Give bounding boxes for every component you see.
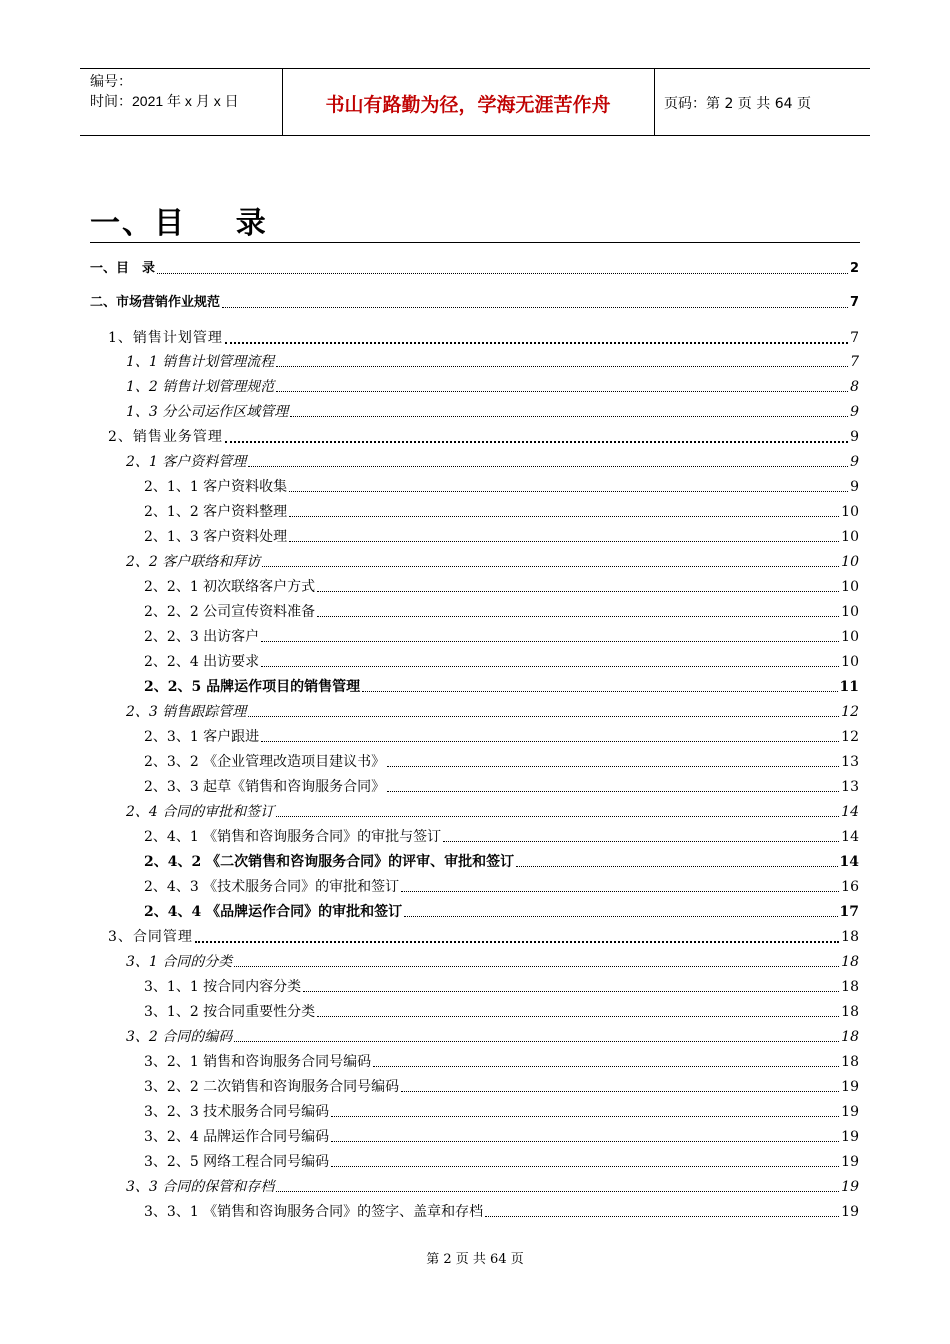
toc-leader-dots xyxy=(289,515,839,517)
toc-leader-dots xyxy=(331,1165,839,1167)
toc-entry-label: 3、3、1 《销售和咨询服务合同》的签字、盖章和存档 xyxy=(144,1204,484,1220)
toc-entry-label: 3、2、3 技术服务合同号编码 xyxy=(144,1104,330,1120)
toc-entry-label: 3、1、2 按合同重要性分类 xyxy=(144,1004,316,1020)
toc-leader-dots xyxy=(225,440,848,443)
toc-leader-dots xyxy=(290,415,848,417)
toc-entry-page: 19 xyxy=(841,1154,859,1170)
toc-entry[interactable] xyxy=(126,951,859,971)
toc-entry-label: 2、3、3 起草《销售和咨询服务合同》 xyxy=(144,779,386,795)
toc-entry-label: 1、1 销售计划管理流程 xyxy=(126,354,275,370)
toc-entry-label: 3、3 合同的保管和存档 xyxy=(126,1179,275,1195)
toc-leader-dots xyxy=(303,990,839,992)
toc-leader-dots xyxy=(261,665,839,667)
toc-entry-label: 2、4、4 《品牌运作合同》的审批和签订 xyxy=(144,904,403,920)
toc-leader-dots xyxy=(262,565,839,567)
toc-entry-label: 2、4、1 《销售和咨询服务合同》的审批与签订 xyxy=(144,829,442,845)
toc-entry[interactable] xyxy=(144,901,859,921)
toc-entry[interactable] xyxy=(144,526,859,546)
toc-leader-dots xyxy=(387,765,839,767)
toc-entry-page: 18 xyxy=(841,1054,859,1070)
toc-leader-dots xyxy=(401,890,839,892)
toc-entry-label: 3、1、1 按合同内容分类 xyxy=(144,979,302,995)
toc-entry[interactable] xyxy=(126,1176,859,1196)
toc-entry[interactable] xyxy=(126,801,859,821)
toc-entry-label: 2、销售业务管理 xyxy=(108,429,223,445)
toc-entry[interactable] xyxy=(126,351,859,371)
toc-leader-dots xyxy=(485,1215,839,1217)
toc-entry-page: 19 xyxy=(841,1204,859,1220)
toc-entry[interactable] xyxy=(144,851,859,871)
toc-leader-dots xyxy=(317,615,839,617)
toc-entry[interactable] xyxy=(144,626,859,646)
toc-entry[interactable] xyxy=(126,551,859,571)
toc-entry[interactable] xyxy=(144,751,859,771)
toc-leader-dots xyxy=(261,740,839,742)
toc-entry-page: 10 xyxy=(841,554,859,570)
toc-leader-dots xyxy=(289,540,839,542)
toc-entry-page: 10 xyxy=(841,529,859,545)
toc-entry[interactable] xyxy=(144,1076,859,1096)
toc-entry-page: 14 xyxy=(841,829,859,845)
toc-entry-page: 16 xyxy=(841,879,859,895)
toc-entry-page: 10 xyxy=(841,629,859,645)
toc-entry-label: 2、2、2 公司宣传资料准备 xyxy=(144,604,316,620)
toc-leader-dots xyxy=(248,715,839,717)
toc-leader-dots xyxy=(317,1015,839,1017)
toc-leader-dots xyxy=(261,640,839,642)
toc-entry-label: 二、市场营销作业规范 xyxy=(90,295,221,310)
toc-entry[interactable] xyxy=(108,426,859,446)
toc-leader-dots xyxy=(331,1140,839,1142)
toc-entry-label: 2、3、2 《企业管理改造项目建议书》 xyxy=(144,754,386,770)
toc-leader-dots xyxy=(404,915,837,917)
toc-entry[interactable] xyxy=(108,327,859,347)
toc-entry-label: 2、2、5 品牌运作项目的销售管理 xyxy=(144,679,361,695)
toc-entry-page: 9 xyxy=(850,404,859,420)
toc-leader-dots xyxy=(248,465,848,467)
toc-entry-page: 7 xyxy=(850,354,859,370)
toc-leader-dots xyxy=(387,790,839,792)
toc-entry-label: 2、1、2 客户资料整理 xyxy=(144,504,288,520)
toc-entry-page: 18 xyxy=(841,954,859,970)
toc-entry-page: 13 xyxy=(841,779,859,795)
toc-leader-dots xyxy=(234,965,839,967)
toc-entry-label: 3、1 合同的分类 xyxy=(126,954,233,970)
toc-entry-label: 2、1、3 客户资料处理 xyxy=(144,529,288,545)
toc-entry[interactable] xyxy=(108,926,859,946)
toc-entry-label: 1、销售计划管理 xyxy=(108,330,223,346)
toc-entry-label: 2、2、4 出访要求 xyxy=(144,654,260,670)
toc-entry-page: 10 xyxy=(841,504,859,520)
toc-entry[interactable] xyxy=(126,451,859,471)
toc-leader-dots xyxy=(276,1190,839,1192)
header-motto: 书山有路勤为径，学海无涯苦作舟 xyxy=(325,94,611,116)
toc-entry[interactable] xyxy=(144,976,859,996)
toc-entry-page: 7 xyxy=(849,295,859,310)
toc-entry-page: 11 xyxy=(839,679,859,695)
toc-entry[interactable] xyxy=(126,1026,859,1046)
toc-leader-dots xyxy=(516,865,837,867)
header-page-info: 页码：第 2 页 共 64 页 xyxy=(664,96,811,112)
toc-leader-dots xyxy=(276,390,848,392)
toc-leader-dots xyxy=(289,490,848,492)
toc-entry-page: 9 xyxy=(850,454,859,470)
header-top-rule xyxy=(80,68,870,69)
toc-entry[interactable] xyxy=(144,501,859,521)
toc-entry-label: 2、1 客户资料管理 xyxy=(126,454,247,470)
toc-entry-label: 2、2 客户联络和拜访 xyxy=(126,554,261,570)
toc-entry-label: 2、2、1 初次联络客户方式 xyxy=(144,579,316,595)
toc-entry[interactable] xyxy=(144,476,859,496)
toc-entry[interactable] xyxy=(144,876,859,896)
toc-entry[interactable] xyxy=(90,292,859,312)
header-bottom-rule xyxy=(80,135,870,136)
toc-entry-label: 3、2、4 品牌运作合同号编码 xyxy=(144,1129,330,1145)
toc-entry-page: 14 xyxy=(839,854,859,870)
toc-entry-page: 19 xyxy=(841,1179,859,1195)
number-label: 编号： xyxy=(90,73,132,89)
title-rule xyxy=(90,242,860,243)
toc-entry-page: 9 xyxy=(850,479,859,495)
toc-entry-page: 18 xyxy=(841,929,859,945)
toc-leader-dots xyxy=(443,840,839,842)
toc-entry-page: 12 xyxy=(841,704,859,720)
toc-entry[interactable] xyxy=(126,401,859,421)
toc-leader-dots xyxy=(276,365,848,367)
toc-entry[interactable] xyxy=(144,676,859,696)
toc-leader-dots xyxy=(331,1115,839,1117)
toc-leader-dots xyxy=(362,690,837,692)
toc-entry[interactable] xyxy=(144,776,859,796)
page-footer: 第 2 页 共 64 页 xyxy=(426,1252,524,1267)
toc-leader-dots xyxy=(234,1040,839,1042)
toc-entry-label: 2、3 销售跟踪管理 xyxy=(126,704,247,720)
toc-entry-label: 2、4、3 《技术服务合同》的审批和签订 xyxy=(144,879,400,895)
toc-entry-page: 19 xyxy=(841,1079,859,1095)
toc-entry[interactable] xyxy=(144,1201,859,1221)
toc-leader-dots xyxy=(225,341,848,344)
toc-leader-dots xyxy=(373,1065,839,1067)
toc-entry[interactable] xyxy=(144,726,859,746)
toc-entry[interactable] xyxy=(90,258,859,278)
toc-entry[interactable] xyxy=(144,826,859,846)
toc-entry-label: 一、目 录 xyxy=(90,261,156,276)
toc-entry-page: 17 xyxy=(839,904,859,920)
toc-entry[interactable] xyxy=(144,576,859,596)
toc-entry-page: 10 xyxy=(841,604,859,620)
toc-entry-label: 2、4 合同的审批和签订 xyxy=(126,804,275,820)
toc-entry[interactable] xyxy=(144,651,859,671)
toc-entry-page: 8 xyxy=(850,379,859,395)
toc-leader-dots xyxy=(222,306,848,308)
time-label: 时间：2021 年 x 月 x 日 xyxy=(90,93,239,109)
toc-leader-dots xyxy=(157,272,848,274)
toc-leader-dots xyxy=(401,1090,839,1092)
toc-entry-label: 1、3 分公司运作区域管理 xyxy=(126,404,289,420)
toc-entry-page: 2 xyxy=(849,261,859,276)
toc-entry-label: 3、合同管理 xyxy=(108,929,193,945)
toc-entry-page: 10 xyxy=(841,654,859,670)
toc-leader-dots xyxy=(317,590,839,592)
toc-entry[interactable] xyxy=(144,1051,859,1071)
toc-title: 一、目 录 xyxy=(90,206,268,241)
toc-entry-label: 3、2 合同的编码 xyxy=(126,1029,233,1045)
toc-entry-label: 3、2、1 销售和咨询服务合同号编码 xyxy=(144,1054,372,1070)
toc-entry[interactable] xyxy=(144,1126,859,1146)
toc-entry-page: 18 xyxy=(841,979,859,995)
toc-entry-page: 19 xyxy=(841,1129,859,1145)
header-left xyxy=(90,71,239,111)
toc-entry-label: 2、3、1 客户跟进 xyxy=(144,729,260,745)
toc-entry-label: 2、2、3 出访客户 xyxy=(144,629,260,645)
toc-entry-page: 13 xyxy=(841,754,859,770)
toc-entry-page: 9 xyxy=(850,429,859,445)
toc-entry[interactable] xyxy=(144,1101,859,1121)
toc-entry-page: 18 xyxy=(841,1029,859,1045)
toc-entry[interactable] xyxy=(144,1001,859,1021)
toc-entry-label: 1、2 销售计划管理规范 xyxy=(126,379,275,395)
toc-entry-page: 12 xyxy=(841,729,859,745)
toc-leader-dots xyxy=(276,815,839,817)
toc-entry[interactable] xyxy=(144,601,859,621)
toc-entry-label: 3、2、5 网络工程合同号编码 xyxy=(144,1154,330,1170)
toc-entry-label: 2、1、1 客户资料收集 xyxy=(144,479,288,495)
toc-entry-page: 18 xyxy=(841,1004,859,1020)
toc-leader-dots xyxy=(195,940,839,943)
toc-entry-page: 10 xyxy=(841,579,859,595)
toc-entry[interactable] xyxy=(126,376,859,396)
toc-entry-page: 7 xyxy=(850,330,859,346)
header-divider-right xyxy=(654,68,655,135)
toc-entry-label: 3、2、2 二次销售和咨询服务合同号编码 xyxy=(144,1079,400,1095)
toc-entry-page: 14 xyxy=(841,804,859,820)
toc-entry[interactable] xyxy=(144,1151,859,1171)
toc-entry-label: 2、4、2 《二次销售和咨询服务合同》的评审、审批和签订 xyxy=(144,854,515,870)
toc-entry[interactable] xyxy=(126,701,859,721)
toc-entry-page: 19 xyxy=(841,1104,859,1120)
